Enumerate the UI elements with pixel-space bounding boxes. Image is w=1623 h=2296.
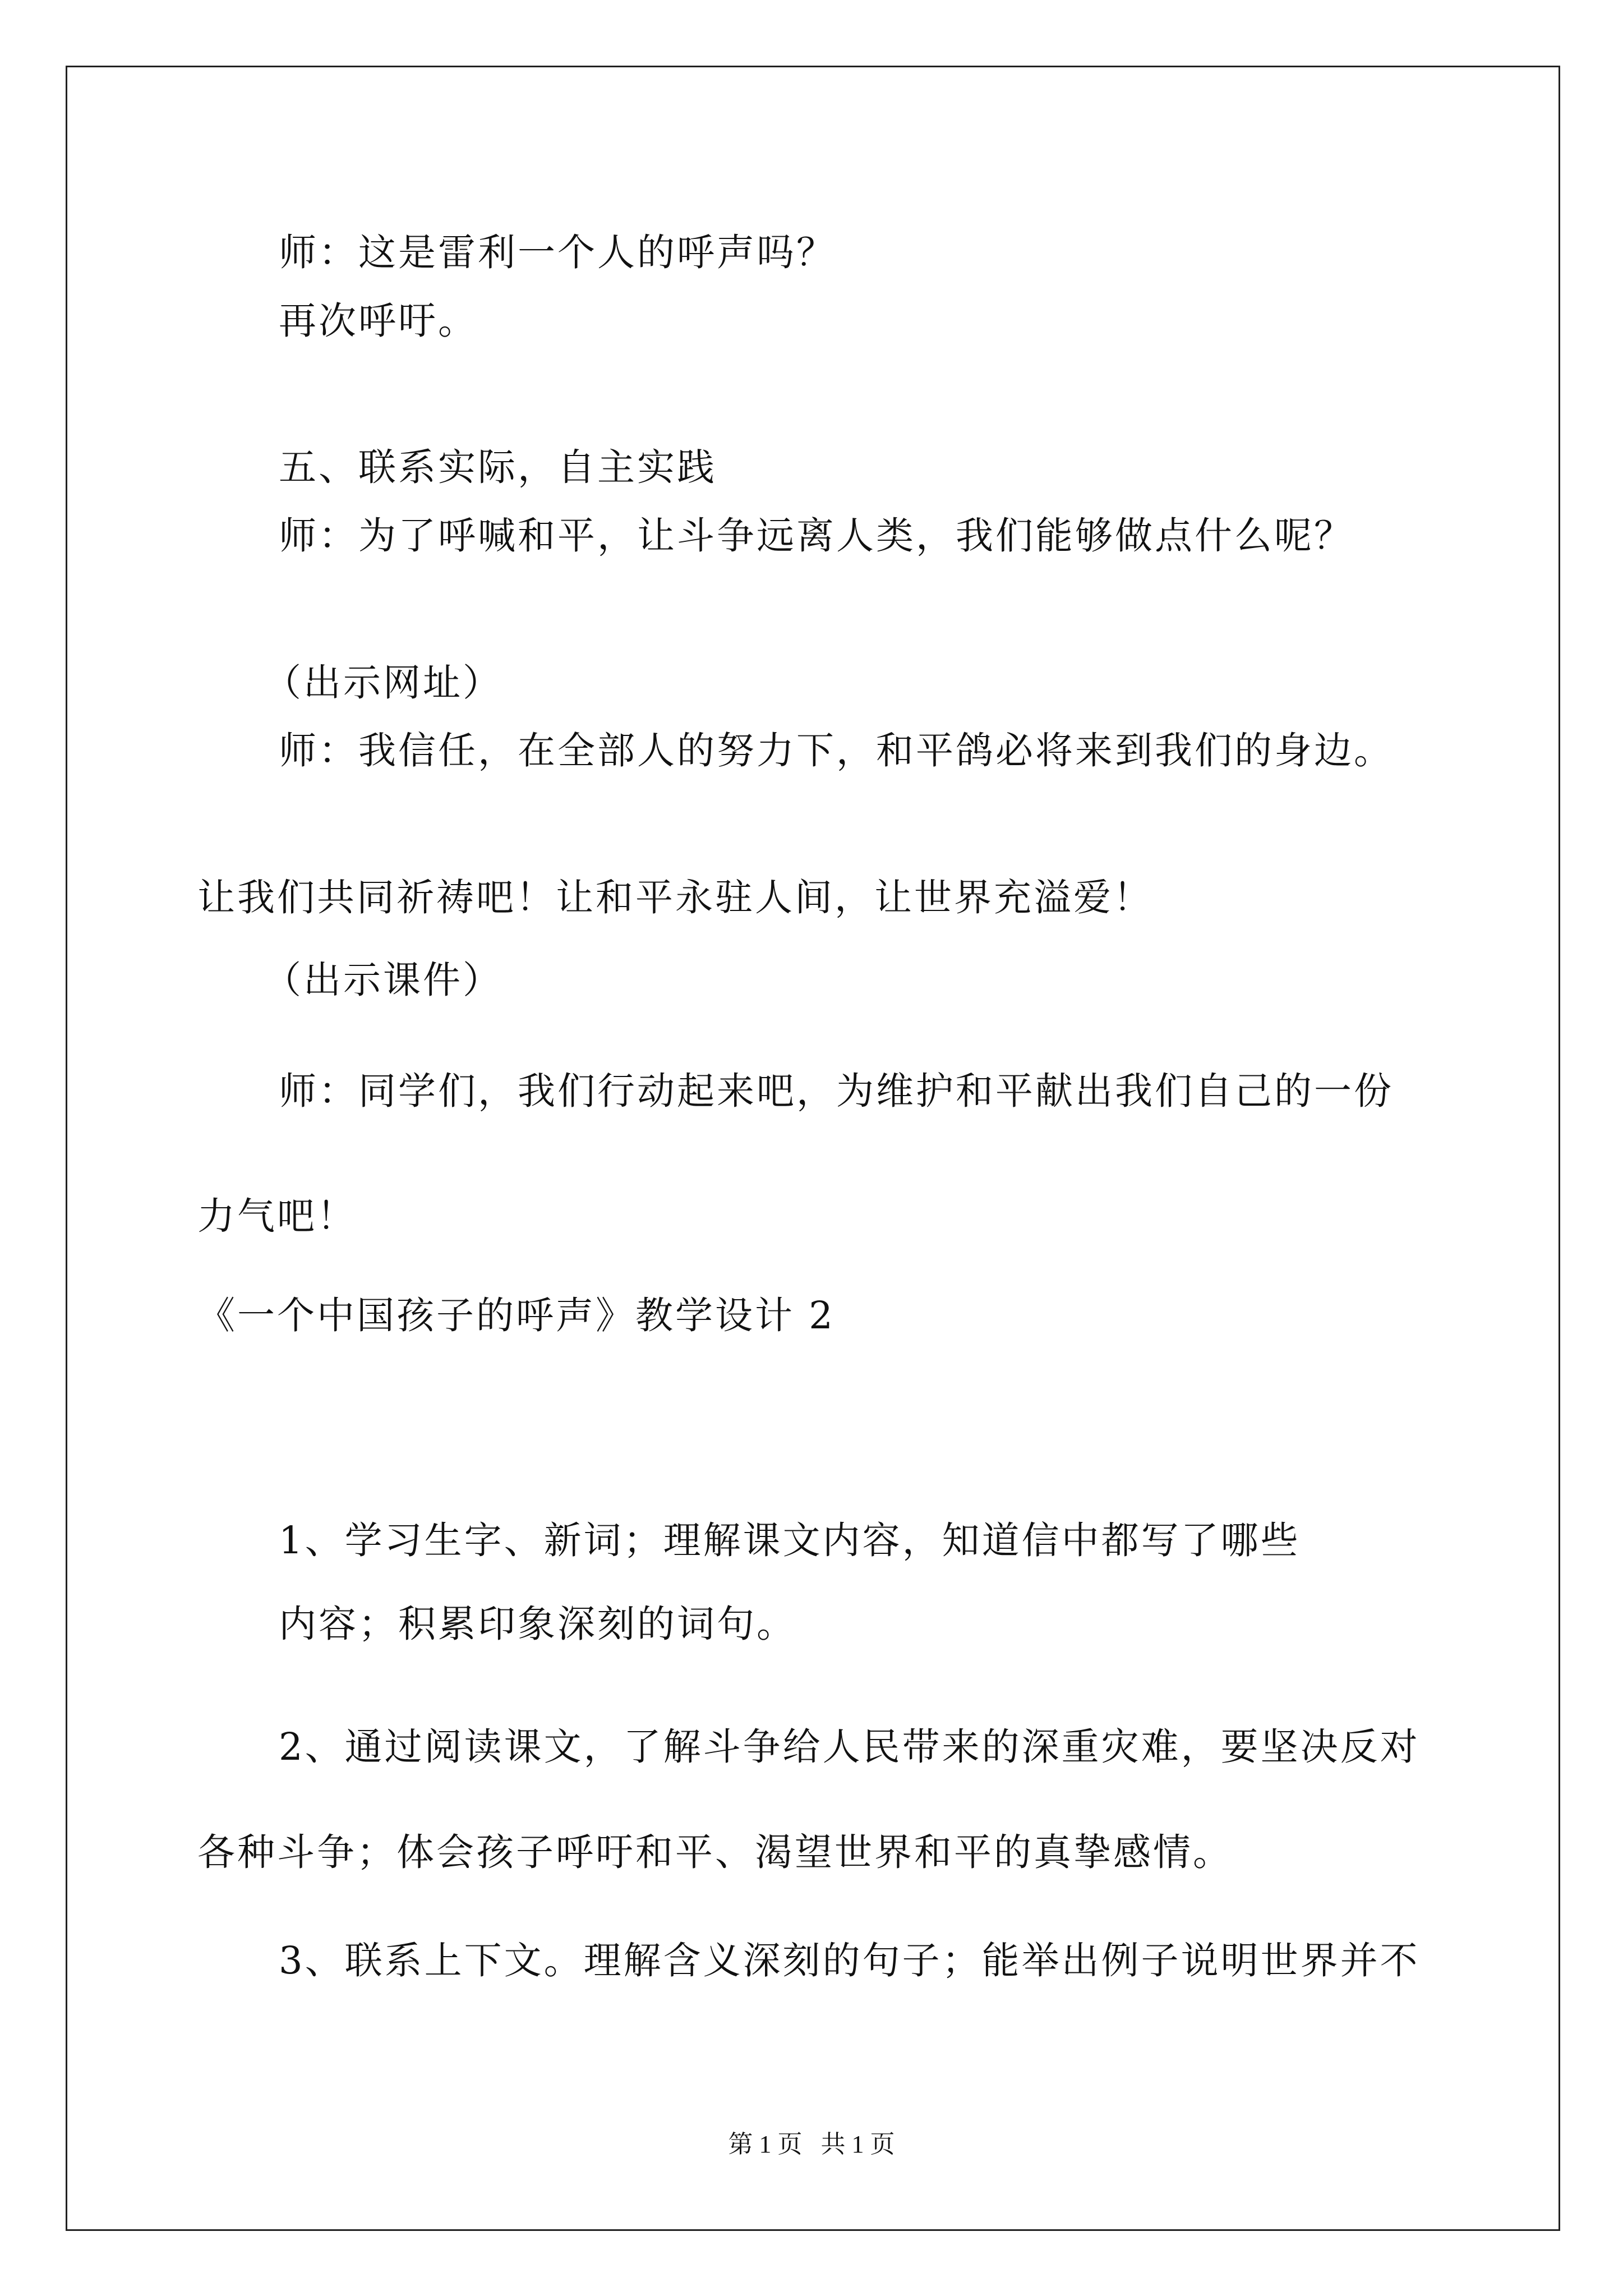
stage-note: （出示课件） [264, 958, 502, 1002]
dialogue-line: 师：这是雷利一个人的呼声吗？ [279, 231, 836, 274]
objective-line: 2、通过阅读课文，了解斗争给人民带来的深重灾难，要坚决反对 [279, 1725, 1420, 1769]
dialogue-line: 让我们共同祈祷吧！让和平永驻人间，让世界充溢爱！ [197, 876, 1153, 919]
dialogue-line: 师：我信任，在全部人的努力下，和平鸽必将来到我们的身边。 [279, 729, 1394, 772]
page-footer: 第 1 页 共 1 页 [728, 2131, 895, 2158]
narration-line: 再次呼吁。 [279, 299, 478, 343]
objective-line: 内容；积累印象深刻的词句。 [279, 1602, 796, 1646]
document-title: 《一个中国孩子的呼声》教学设计 2 [197, 1294, 835, 1337]
stage-note: （出示网址） [264, 661, 502, 705]
objective-line: 各种斗争；体会孩子呼吁和平、渴望世界和平的真挚感情。 [197, 1830, 1233, 1874]
objective-line: 1、学习生字、新词；理解课文内容，知道信中都写了哪些 [279, 1519, 1301, 1562]
dialogue-line: 力气吧！ [197, 1194, 357, 1238]
section-heading: 五、联系实际，自主实践 [279, 445, 717, 489]
dialogue-line: 师：同学们，我们行动起来吧，为维护和平献出我们自己的一份 [279, 1069, 1394, 1113]
dialogue-line: 师：为了呼喊和平，让斗争远离人类，我们能够做点什么呢？ [279, 514, 1354, 558]
page-border [66, 66, 1560, 2231]
objective-line: 3、联系上下文。理解含义深刻的句子；能举出例子说明世界并不 [279, 1939, 1420, 1982]
